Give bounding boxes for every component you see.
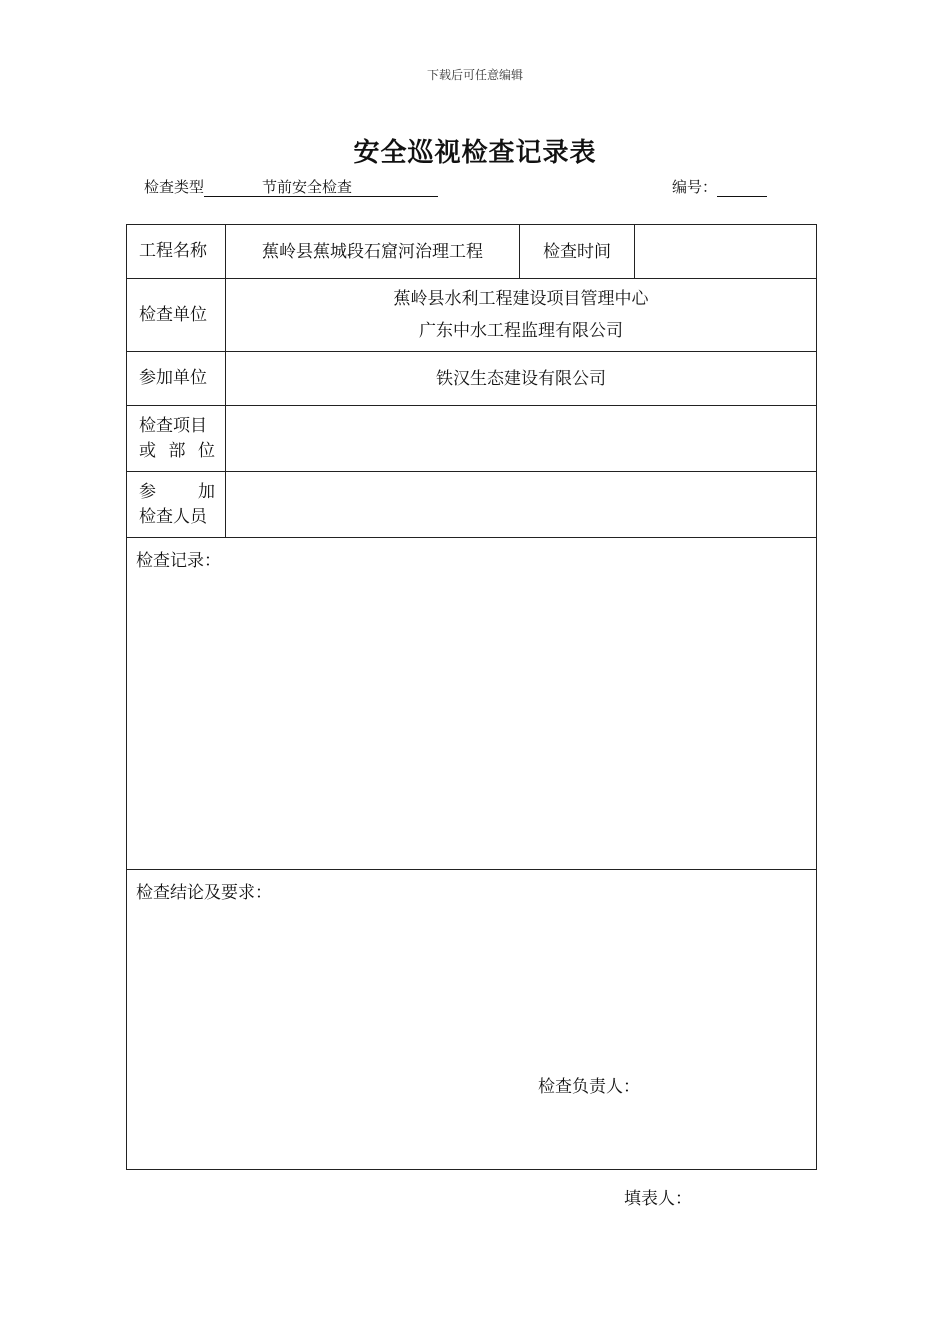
check-unit-label: 检查单位 (127, 279, 226, 352)
inspection-table (126, 224, 817, 1170)
participating-unit-value: 铁汉生态建设有限公司 (226, 352, 817, 406)
number-field (672, 176, 767, 197)
personnel-label-line1: 参 加 (139, 481, 215, 502)
responsible-label: 检查负责人： (538, 1077, 640, 1097)
check-type-field (144, 176, 438, 197)
number-label: 编号： (672, 178, 718, 196)
row-project (127, 225, 817, 279)
row-personnel (127, 472, 817, 538)
project-name-label: 工程名称 (127, 225, 226, 279)
check-type-label: 检查类型 (144, 178, 205, 196)
check-time-value (635, 225, 817, 279)
page-title: 安全巡视检查记录表 (353, 138, 597, 168)
filler-label: 填表人： (624, 1189, 692, 1209)
personnel-label-line2: 检查人员 (139, 506, 207, 527)
check-unit-values (226, 279, 817, 352)
row-check-item (127, 406, 817, 472)
conclusion-area (127, 870, 817, 1170)
record-area (127, 538, 817, 870)
check-item-label-line1: 检查项目 (139, 415, 207, 436)
row-check-unit (127, 279, 817, 352)
row-record (127, 538, 817, 870)
conclusion-label: 检查结论及要求： (136, 883, 272, 903)
check-item-label (127, 406, 226, 472)
row-participating-unit (127, 352, 817, 406)
header-note: 下载后可任意编辑 (426, 68, 523, 82)
personnel-value (226, 472, 817, 538)
number-blank (717, 178, 767, 197)
check-type-value: 节前安全检查 (204, 178, 438, 197)
participating-unit-label: 参加单位 (127, 352, 226, 406)
project-name-value: 蕉岭县蕉城段石窟河治理工程 (226, 225, 520, 279)
check-unit-line: 蕉岭县水利工程建设项目管理中心 (393, 289, 649, 309)
record-label: 检查记录： (136, 551, 221, 571)
personnel-label (127, 472, 226, 538)
check-time-label: 检查时间 (520, 225, 635, 279)
check-unit-line: 广东中水工程监理有限公司 (419, 321, 623, 341)
check-item-value (226, 406, 817, 472)
row-conclusion (127, 870, 817, 1170)
check-item-label-line2: 或 部 位 (139, 440, 215, 461)
